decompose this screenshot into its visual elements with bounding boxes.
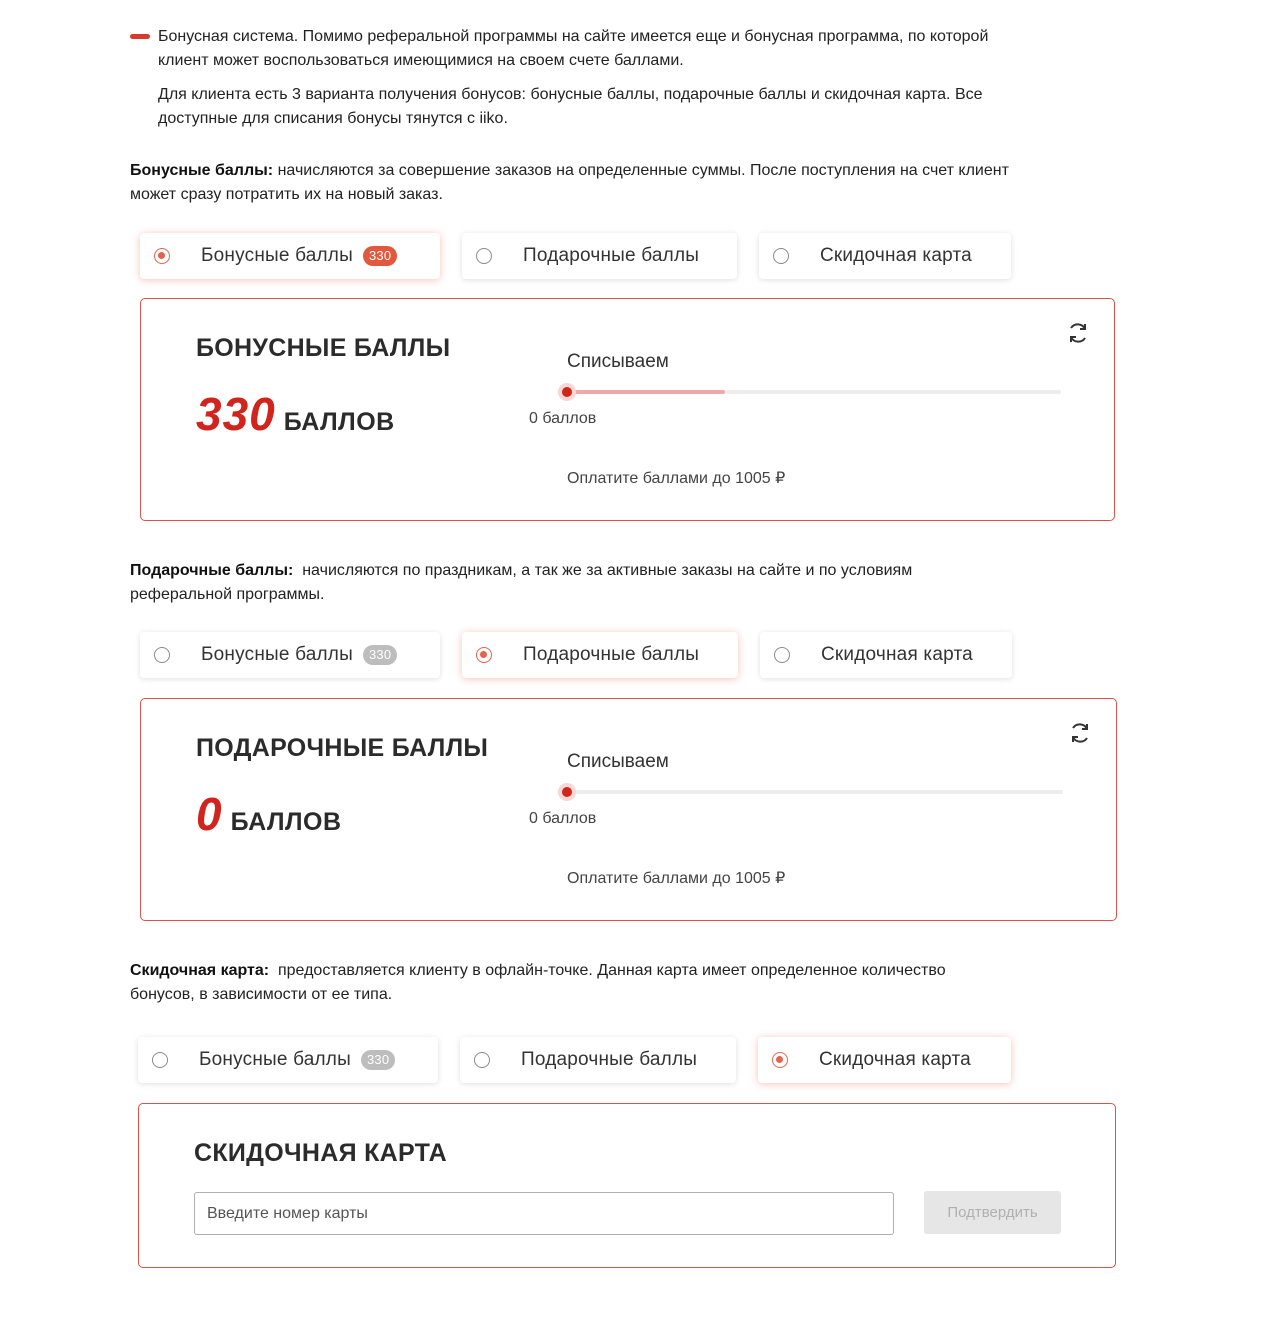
- radio-card[interactable]: [772, 1052, 788, 1068]
- gift-balance: [196, 787, 342, 841]
- radio-gift[interactable]: [476, 248, 492, 264]
- bonus-heading: Бонусные баллы:: [130, 162, 274, 179]
- bonus-text-2: может сразу потратить их на новый заказ.: [130, 186, 443, 203]
- gift-amount: 0: [196, 788, 223, 840]
- gift-panel: [140, 698, 1117, 921]
- bonus-slider-value: 0 баллов: [529, 410, 597, 427]
- gift-slider-track[interactable]: [567, 790, 1063, 794]
- tab-gift[interactable]: [462, 632, 738, 678]
- bonus-count-badge: 330: [363, 645, 397, 665]
- tab-bonus[interactable]: [138, 1037, 438, 1083]
- radio-gift[interactable]: [474, 1052, 490, 1068]
- gift-description: [130, 559, 912, 583]
- card-panel: [138, 1103, 1116, 1268]
- card-panel-title: СКИДОЧНАЯ КАРТА: [194, 1139, 448, 1167]
- refresh-icon[interactable]: [1068, 721, 1092, 745]
- intro-line-1: Бонусная система. Помимо реферальной программы на сайте имеется еще и бонусная программа, по которой: [158, 28, 989, 45]
- radio-card[interactable]: [773, 248, 789, 264]
- tab-bonus[interactable]: [140, 233, 440, 279]
- card-description: [130, 959, 946, 983]
- bonus-panel: [140, 298, 1115, 521]
- radio-bonus[interactable]: [152, 1052, 168, 1068]
- bonus-slider-fill: [567, 390, 725, 394]
- gift-pay-note: Оплатите баллами до 1005 ₽: [567, 870, 786, 887]
- gift-heading: Подарочные баллы:: [130, 562, 294, 579]
- radio-card[interactable]: [774, 647, 790, 663]
- tab-gift-label: Подарочные баллы: [523, 245, 700, 266]
- gift-text-1: начисляются по праздникам, а так же за активные заказы на сайте и по условиям: [302, 562, 913, 579]
- tab-card-label: Скидочная карта: [821, 644, 973, 665]
- tab-bonus-label: Бонусные баллы: [201, 644, 353, 665]
- radio-bonus[interactable]: [154, 647, 170, 663]
- tab-card[interactable]: [758, 1037, 1011, 1083]
- card-text-1: предоставляется клиенту в офлайн-точке. Данная карта имеет определенное количество: [277, 962, 946, 979]
- radio-gift[interactable]: [476, 647, 492, 663]
- bonus-count-badge: 330: [361, 1050, 395, 1070]
- card-heading: Скидочная карта:: [130, 962, 270, 979]
- gift-panel-title: ПОДАРОЧНЫЕ БАЛЛЫ: [196, 734, 489, 762]
- bonus-slider-handle[interactable]: [562, 387, 572, 397]
- card-number-input[interactable]: Введите номер карты: [194, 1192, 894, 1235]
- tab-gift-label: Подарочные баллы: [523, 644, 700, 665]
- bonus-text-1: начисляются за совершение заказов на определенные суммы. После поступления на счет клиент: [277, 162, 1009, 179]
- tab-bonus[interactable]: [140, 632, 440, 678]
- bonus-amount: 330: [196, 388, 276, 440]
- tab-card[interactable]: [759, 233, 1011, 279]
- tab-card[interactable]: [760, 632, 1012, 678]
- gift-slider-label: Списываем: [567, 751, 669, 772]
- bonus-panel-title: БОНУСНЫЕ БАЛЛЫ: [196, 334, 451, 362]
- tab-card-label: Скидочная карта: [820, 245, 972, 266]
- tab-gift-label: Подарочные баллы: [521, 1049, 698, 1070]
- bonus-slider-label: Списываем: [567, 351, 669, 372]
- bonus-count-badge: 330: [363, 246, 397, 266]
- card-text-2: бонусов, в зависимости от ее типа.: [130, 986, 393, 1003]
- refresh-icon[interactable]: [1066, 321, 1090, 345]
- intro-line-2: клиент может воспользоваться имеющимися на своем счете баллами.: [158, 52, 684, 69]
- confirm-button[interactable]: Подтвердить: [924, 1191, 1061, 1234]
- bonus-unit: БАЛЛОВ: [283, 408, 395, 436]
- intro-line-3: Для клиента есть 3 варианта получения бонусов: бонусные баллы, подарочные баллы и скидочная карта. Все: [158, 86, 983, 103]
- gift-slider-value: 0 баллов: [529, 810, 597, 827]
- tab-gift[interactable]: [460, 1037, 736, 1083]
- bonus-balance: [196, 387, 395, 441]
- bonus-slider-track[interactable]: [567, 390, 1061, 394]
- bonus-description: [130, 159, 1009, 183]
- radio-bonus[interactable]: [154, 248, 170, 264]
- gift-slider-handle[interactable]: [562, 787, 572, 797]
- gift-text-2: реферальной программы.: [130, 586, 325, 603]
- tab-bonus-label: Бонусные баллы: [201, 245, 353, 266]
- tab-gift[interactable]: [462, 233, 737, 279]
- bonus-pay-note: Оплатите баллами до 1005 ₽: [567, 470, 786, 487]
- intro-line-4: доступные для списания бонусы тянутся с iiko.: [158, 110, 508, 127]
- tab-card-label: Скидочная карта: [819, 1049, 971, 1070]
- tab-bonus-label: Бонусные баллы: [199, 1049, 351, 1070]
- list-bullet-dash: [130, 34, 150, 39]
- gift-unit: БАЛЛОВ: [230, 808, 342, 836]
